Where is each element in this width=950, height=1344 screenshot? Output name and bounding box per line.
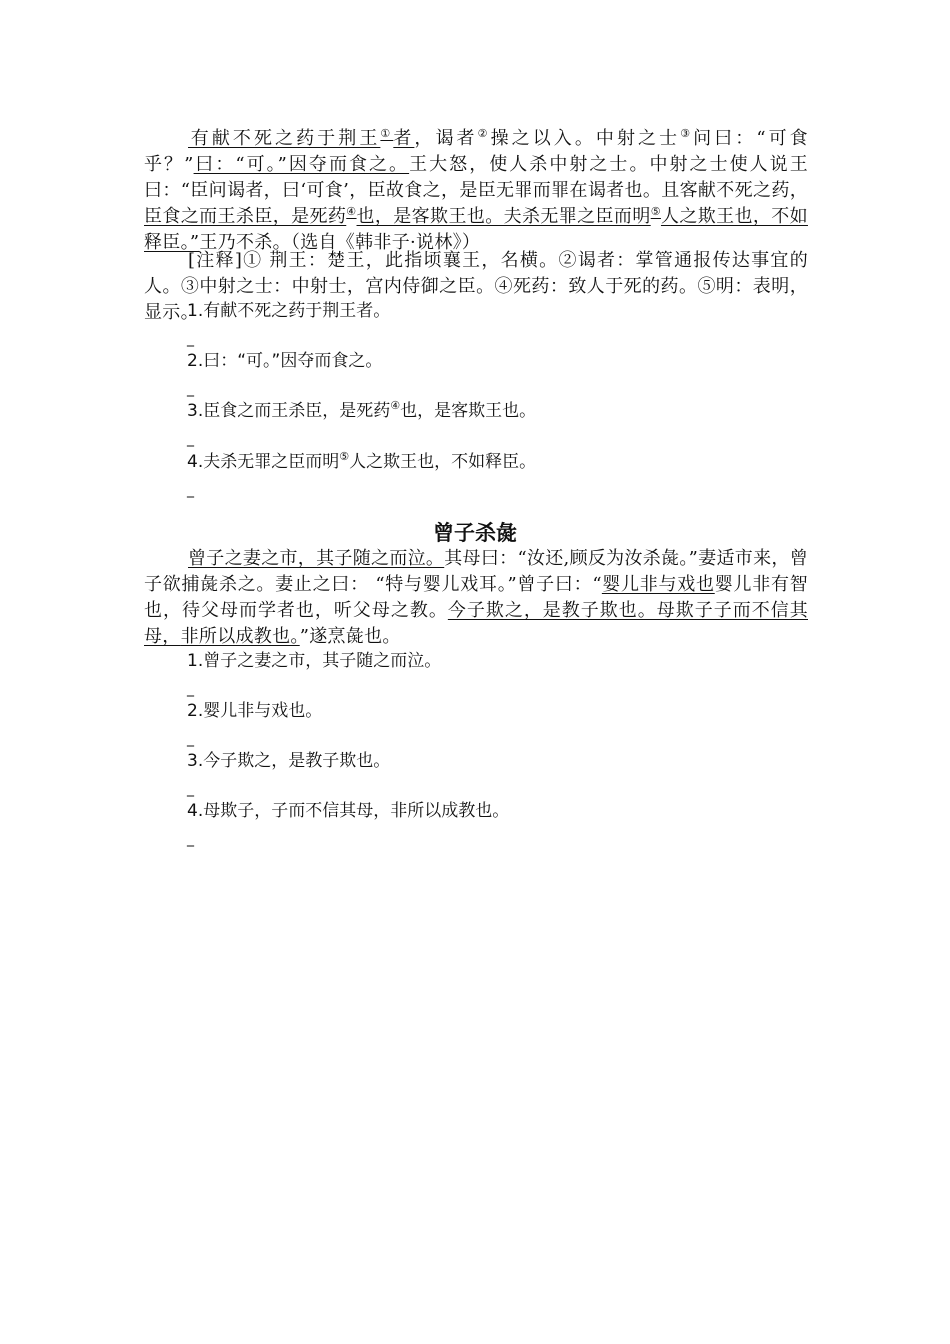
passage-text: 王大怒，使人杀中射之士。中射之士使人说王曰：“臣问谒者，曰‘可食’，臣故食之，是臣无罪而罪在谒者也。且客献不死之药，	[144, 154, 808, 201]
footnote-ref: ④	[346, 205, 357, 218]
answer-blank[interactable]: _	[187, 731, 194, 747]
section-title: 曾子杀彘	[433, 521, 517, 545]
footnote-ref: ③	[680, 127, 694, 140]
footnote-ref: ①	[380, 127, 394, 140]
passage-text: ，谒者	[414, 128, 478, 149]
question-text: 人之欺王也，不如释臣。	[349, 452, 537, 472]
underlined-sentence: 也，是客欺王也。夫杀无罪之臣而明	[356, 206, 651, 227]
passage-text: ”遂烹彘也。	[299, 626, 401, 647]
answer-blank[interactable]: _	[187, 381, 194, 397]
passage-text: 婴儿非有智也，待父母而学者也，听父母之教。	[144, 574, 808, 621]
question-1: 1.有献不死之药于荆王者。	[187, 301, 391, 321]
underlined-sentence: 臣食之而王杀臣，是死药	[144, 206, 347, 227]
answer-blank[interactable]: _	[187, 431, 194, 447]
passage1-text	[144, 126, 808, 256]
question-text: 也，是客欺王也。	[400, 401, 537, 421]
answer-blank[interactable]: _	[187, 831, 194, 847]
question-text: 4.夫杀无罪之臣而明	[187, 452, 340, 472]
footnote-ref: ⑤	[339, 450, 350, 463]
question-3	[187, 400, 536, 422]
answer-blank[interactable]: _	[187, 681, 194, 697]
underlined-sentence: 者	[393, 128, 415, 149]
underlined-sentence: 曰：“可。”因夺而食之。	[193, 154, 410, 175]
answer-blank[interactable]: _	[187, 331, 194, 347]
question-2: 2.婴儿非与戏也。	[187, 701, 323, 721]
underlined-sentence: 非所以成教也。	[180, 626, 300, 647]
underlined-sentence: 婴儿非与戏也	[601, 574, 715, 595]
passage-text: 其母曰：“汝还,顾反为汝杀彘。”妻适市来，曾子欲捕彘杀之。妻止之曰： “特与婴儿戏耳。”曾子曰：“	[144, 548, 808, 595]
question-4	[187, 451, 536, 473]
underlined-sentence: 有献不死之药于荆王	[188, 128, 381, 149]
footnote-ref: ⑤	[650, 205, 661, 218]
underlined-sentence: 人之欺王也，不如释臣。”	[144, 206, 808, 253]
underlined-sentence: 今子欺之，是教子欺也。母欺子子而不信其母，	[144, 600, 808, 647]
footnote-ref: ②	[477, 127, 491, 140]
answer-blank[interactable]: _	[187, 482, 194, 498]
question-3: 3.今子欺之，是教子欺也。	[187, 751, 391, 771]
passage-text: 王乃不杀。（选自《韩非子·说林》）	[199, 232, 481, 253]
question-1: 1.曾子之妻之市，其子随之而泣。	[187, 651, 442, 671]
question-4: 4.母欺子，子而不信其母，非所以成教也。	[187, 801, 510, 821]
note-text: [注释]① 荆王：楚王，此指顷襄王，名横。②谒者：掌管通报传达事宜的人。③中射之士：中射士，宫内侍御之臣。④死药：致人于死的药。⑤明：表明，显示。	[144, 250, 808, 323]
passage-text: 操之以入。中射之士	[490, 128, 681, 149]
passage-text: 问曰：“可食乎？”	[144, 128, 808, 175]
underlined-sentence: 曾子之妻之市，其子随之而泣。	[188, 548, 445, 569]
question-2: 2.曰：“可。”因夺而食之。	[187, 351, 383, 371]
footnote-ref: ④	[390, 399, 401, 412]
passage2-text	[144, 546, 808, 650]
answer-blank[interactable]: _	[187, 781, 194, 797]
question-text: 3.臣食之而王杀臣，是死药	[187, 401, 391, 421]
